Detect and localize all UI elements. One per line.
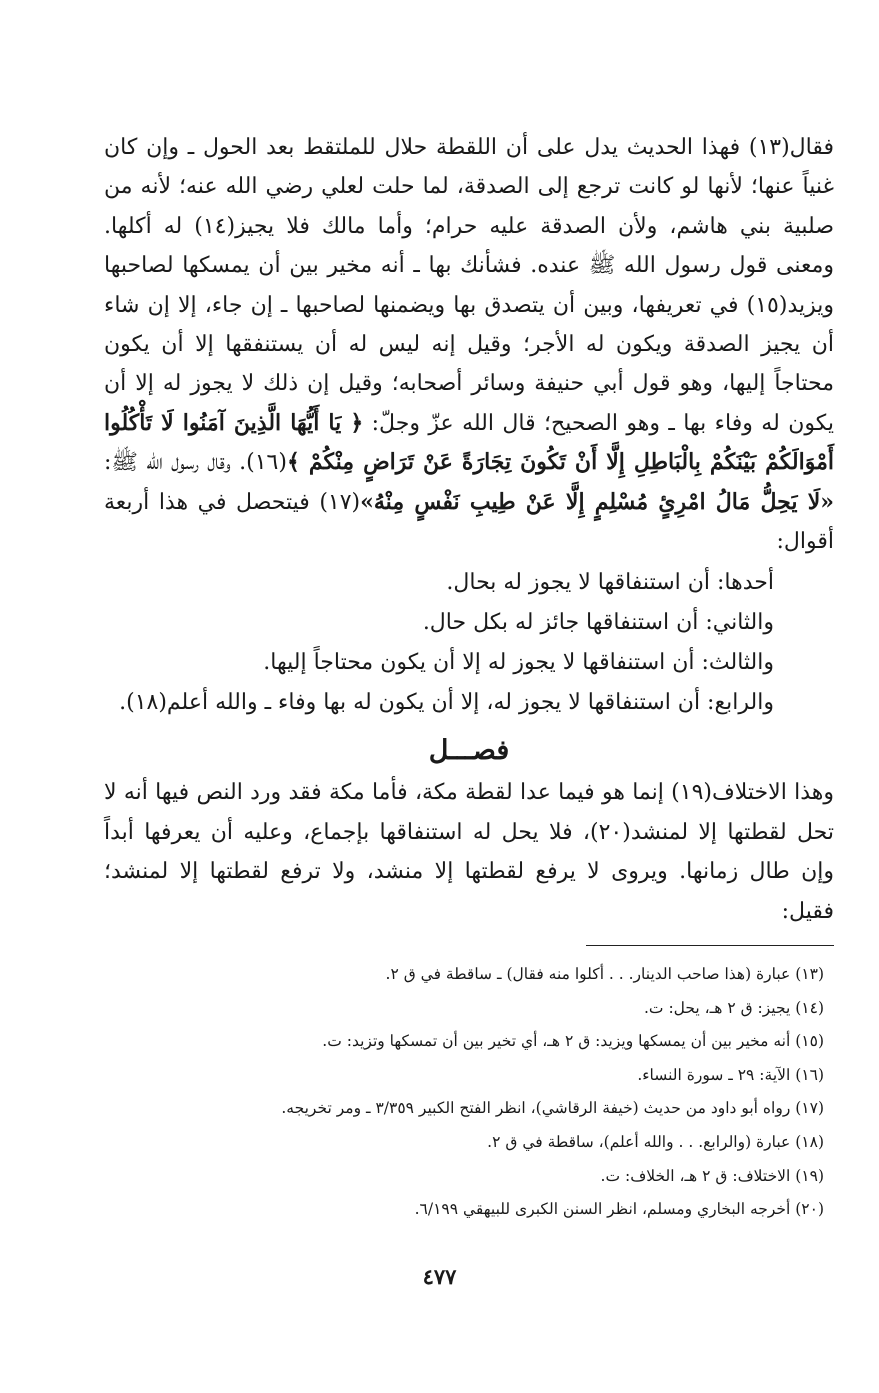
section-heading: فصـــل [428, 735, 510, 767]
footnote-divider [586, 945, 834, 946]
footnote-item: (١٨) عبارة (والرابع. . . والله أعلم)، ساقطة في ق ٢. [487, 1133, 824, 1152]
footnote-item: (١٣) عبارة (هذا صاحب الدينار. . . أكلوا منه فقال) ـ ساقطة في ق ٢. [385, 965, 824, 984]
paragraph-text: (١٦). وقال رسول الله ﷺ: [104, 450, 287, 476]
quran-verse: ﴿ يَا أَيُّهَا الَّذِينَ آمَنُوا لَا تَأْكُلُوا أَمْوَالَكُمْ بَيْنَكُمْ بِالْبَاطِلِ إِلَّا أَنْ تَكُونَ تِجَارَةً عَنْ تَرَاضٍ مِنْكُمْ ﴾ [104, 409, 834, 476]
footnote-item: (٢٠) أخرجه البخاري ومسلم، انظر السنن الكبرى للبيهقي ٦/١٩٩. [414, 1200, 824, 1219]
section-paragraph: وهذا الاختلاف(١٩) إنما هو فيما عدا لقطة مكة، فأما مكة فقد ورد النص فيها أنه لا تحل لقطتها إلا لمنشد(٢٠)، فلا يحل له استنفاقها بإجماع، وعليه أن يعرفها أبداً وإن طال زمانها. ويروى لا يرفع لقطتها إلا منشد، ولا ترفع لقطتها إلا لمنشد؛ فقيل: [104, 780, 834, 924]
footnote-item: (١٦) الآية: ٢٩ ـ سورة النساء. [637, 1065, 824, 1084]
opinion-item: والثالث: أن استنفاقها لا يجوز له إلا أن يكون محتاجاً إليها. [263, 650, 774, 676]
footnote-item: (١٧) رواه أبو داود من حديث (خيفة الرقاشي)، انظر الفتح الكبير ٣/٣٥٩ ـ ومر تخريجه. [281, 1099, 824, 1118]
opinion-item: والرابع: أن استنفاقها لا يجوز له، إلا أن يكون له بها وفاء ـ والله أعلم(١٨). [119, 690, 774, 716]
page-number: ٤٧٧ [422, 1264, 457, 1289]
main-paragraph [104, 128, 834, 561]
footnote-item: (١٤) يجيز: ق ٢ هـ، يحل: ت. [644, 998, 824, 1017]
footnote-item: (١٥) أنه مخير بين أن يمسكها ويزيد: ق ٢ هـ، أي تخير بين أن تمسكها وتزيد: ت. [322, 1032, 824, 1051]
paragraph-text: (١٧) فيتحصل في هذا أربعة أقوال: [104, 489, 834, 555]
opinion-item: أحدها: أن استنفاقها لا يجوز له بحال. [446, 570, 774, 596]
hadith-quote: «لَا يَحِلُّ مَالُ امْرِئٍ مُسْلِمٍ إِلَّا عَنْ طِيبِ نَفْسٍ مِنْهُ» [360, 488, 834, 515]
paragraph-text: فقال(١٣) فهذا الحديث يدل على أن اللقطة حلال للملتقط بعد الحول ـ وإن كان غنياً عنها؛ لأنها لو كانت ترجع إلى الصدقة، لما حلت لعلي رضي الله عنه؛ لأنه من صلبية بني هاشم، ولأن الصدقة عليه حرام؛ وأما مالك فلا يجيز(١٤) له أكلها. ومعنى قول رسول الله ﷺ عنده. فشأنك بها ـ أنه مخير بين أن يمسكها لصاحبها ويزيد(١٥) في تعريفها، وبين أن يتصدق بها ويضمنها لصاحبها ـ إن جاء، إلا إن شاء أن يجيز الصدقة ويكون له الأجر؛ وقيل إنه ليس له أن يستنفقها إلا أن يكون محتاجاً إليها، وهو قول أبي حنيفة وسائر أصحابه؛ وقيل إن ذلك لا يجوز له إلا أن يكون له وفاء بها ـ وهو الصحيح؛ قال الله عزّ وجلّ: [104, 135, 835, 436]
opinion-item: والثاني: أن استنفاقها جائز له بكل حال. [422, 610, 774, 636]
page-content [104, 128, 834, 1227]
opinions-list [104, 563, 834, 723]
footnotes-list [104, 958, 834, 1227]
footnote-item: (١٩) الاختلاف: ق ٢ هـ، الخلاف: ت. [600, 1166, 824, 1185]
